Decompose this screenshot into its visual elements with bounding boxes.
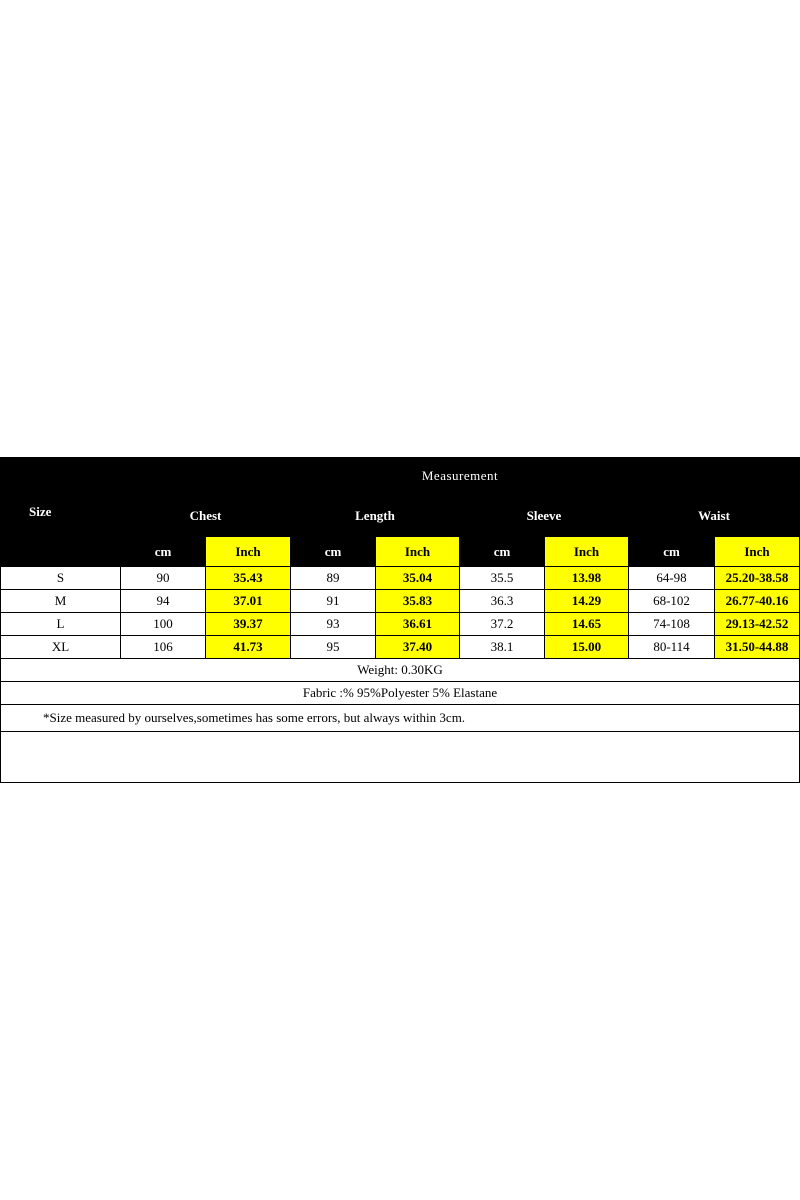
measurement-header: Measurement [121, 458, 800, 495]
table-row [1, 636, 800, 659]
chest-inch-cell: 35.43 [206, 567, 291, 590]
chest-cm-header: cm [121, 537, 206, 567]
chest-cm-cell: 90 [121, 567, 206, 590]
waist-inch-cell: 31.50-44.88 [715, 636, 800, 659]
length-inch-cell: 35.04 [376, 567, 460, 590]
waist-cm-header: cm [629, 537, 715, 567]
sleeve-inch-header: Inch [545, 537, 629, 567]
chest-header: Chest [121, 495, 291, 537]
sleeve-inch-cell: 13.98 [545, 567, 629, 590]
size-cell: L [1, 613, 121, 636]
sleeve-inch-cell: 14.29 [545, 590, 629, 613]
sleeve-header: Sleeve [460, 495, 629, 537]
fabric-row [1, 682, 800, 705]
waist-inch-cell: 25.20-38.58 [715, 567, 800, 590]
chest-cm-cell: 94 [121, 590, 206, 613]
sleeve-cm-cell: 36.3 [460, 590, 545, 613]
length-cm-cell: 89 [291, 567, 376, 590]
sleeve-inch-cell: 14.65 [545, 613, 629, 636]
waist-cm-cell: 74-108 [629, 613, 715, 636]
chest-inch-cell: 41.73 [206, 636, 291, 659]
waist-inch-header: Inch [715, 537, 800, 567]
sleeve-cm-header: cm [460, 537, 545, 567]
chest-cm-cell: 106 [121, 636, 206, 659]
fabric-text: Fabric :% 95%Polyester 5% Elastane [1, 682, 800, 705]
length-cm-cell: 95 [291, 636, 376, 659]
blank-cell [1, 732, 800, 783]
sleeve-cm-cell: 37.2 [460, 613, 545, 636]
size-cell: M [1, 590, 121, 613]
chest-cm-cell: 100 [121, 613, 206, 636]
length-cm-header: cm [291, 537, 376, 567]
chest-inch-cell: 39.37 [206, 613, 291, 636]
table-row [1, 590, 800, 613]
waist-inch-cell: 26.77-40.16 [715, 590, 800, 613]
note-text: *Size measured by ourselves,sometimes has some errors, but always within 3cm. [1, 705, 800, 732]
size-cell: XL [1, 636, 121, 659]
weight-row [1, 659, 800, 682]
size-chart [0, 457, 800, 783]
weight-text: Weight: 0.30KG [1, 659, 800, 682]
waist-inch-cell: 29.13-42.52 [715, 613, 800, 636]
waist-cm-cell: 68-102 [629, 590, 715, 613]
sleeve-cm-cell: 35.5 [460, 567, 545, 590]
blank-row [1, 732, 800, 783]
length-inch-header: Inch [376, 537, 460, 567]
size-header: Size [1, 458, 121, 567]
chest-inch-cell: 37.01 [206, 590, 291, 613]
waist-header: Waist [629, 495, 800, 537]
waist-cm-cell: 64-98 [629, 567, 715, 590]
sleeve-inch-cell: 15.00 [545, 636, 629, 659]
waist-cm-cell: 80-114 [629, 636, 715, 659]
length-cm-cell: 93 [291, 613, 376, 636]
note-row [1, 705, 800, 732]
length-header: Length [291, 495, 460, 537]
length-inch-cell: 35.83 [376, 590, 460, 613]
sleeve-cm-cell: 38.1 [460, 636, 545, 659]
size-cell: S [1, 567, 121, 590]
table-row [1, 567, 800, 590]
length-inch-cell: 37.40 [376, 636, 460, 659]
table-row [1, 613, 800, 636]
chest-inch-header: Inch [206, 537, 291, 567]
size-table [0, 457, 800, 783]
length-inch-cell: 36.61 [376, 613, 460, 636]
length-cm-cell: 91 [291, 590, 376, 613]
